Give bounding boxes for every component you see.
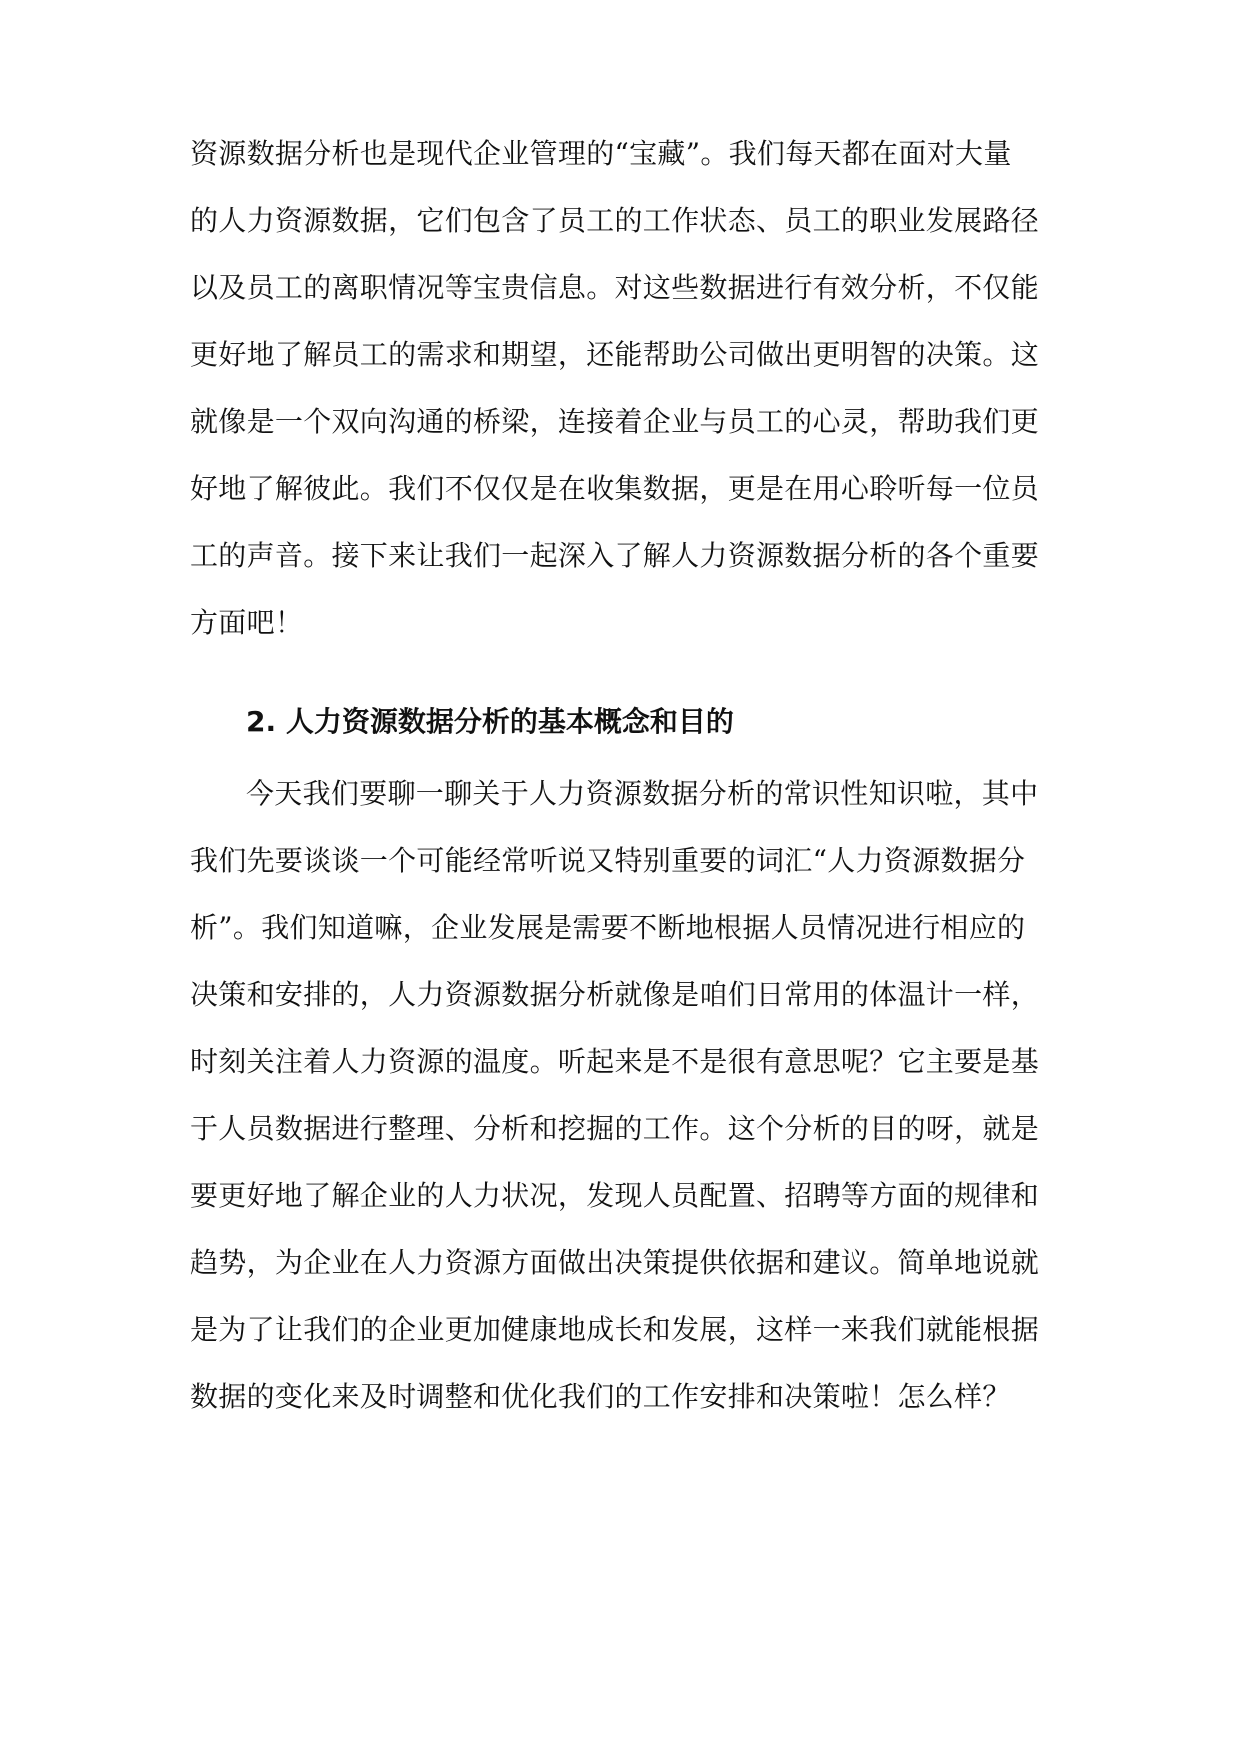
text-line: 决策和安排的，人力资源数据分析就像是咱们日常用的体温计一样， bbox=[190, 978, 1040, 1011]
text-line: 资源数据分析也是现代企业管理的“宝藏”。我们每天都在面对大量 bbox=[190, 137, 1012, 170]
section-heading: 2. 人力资源数据分析的基本概念和目的 bbox=[246, 705, 734, 738]
text-line: 要更好地了解企业的人力状况，发现人员配置、招聘等方面的规律和 bbox=[190, 1179, 1040, 1212]
text-line: 工的声音。接下来让我们一起深入了解人力资源数据分析的各个重要 bbox=[190, 539, 1040, 572]
text-line: 我们先要谈谈一个可能经常听说又特别重要的词汇“人力资源数据分 bbox=[190, 844, 1026, 877]
text-line: 数据的变化来及时调整和优化我们的工作安排和决策啦！怎么样？ bbox=[190, 1380, 1011, 1413]
text-line: 今天我们要聊一聊关于人力资源数据分析的常识性知识啦，其中 bbox=[246, 777, 1039, 810]
text-line: 更好地了解员工的需求和期望，还能帮助公司做出更明智的决策。这 bbox=[190, 338, 1040, 371]
text-line: 是为了让我们的企业更加健康地成长和发展，这样一来我们就能根据 bbox=[190, 1313, 1040, 1346]
text-line: 析”。我们知道嘛，企业发展是需要不断地根据人员情况进行相应的 bbox=[190, 911, 1026, 944]
text-line: 于人员数据进行整理、分析和挖掘的工作。这个分析的目的呀，就是 bbox=[190, 1112, 1040, 1145]
text-line: 的人力资源数据，它们包含了员工的工作状态、员工的职业发展路径 bbox=[190, 204, 1040, 237]
text-line: 好地了解彼此。我们不仅仅是在收集数据，更是在用心聆听每一位员 bbox=[190, 472, 1040, 505]
text-line: 就像是一个双向沟通的桥梁，连接着企业与员工的心灵，帮助我们更 bbox=[190, 405, 1040, 438]
text-line: 方面吧！ bbox=[190, 606, 304, 639]
text-line: 时刻关注着人力资源的温度。听起来是不是很有意思呢？它主要是基 bbox=[190, 1045, 1040, 1078]
text-line: 以及员工的离职情况等宝贵信息。对这些数据进行有效分析，不仅能 bbox=[190, 271, 1040, 304]
text-line: 趋势，为企业在人力资源方面做出决策提供依据和建议。简单地说就 bbox=[190, 1246, 1040, 1279]
document-page bbox=[190, 0, 1060, 1754]
